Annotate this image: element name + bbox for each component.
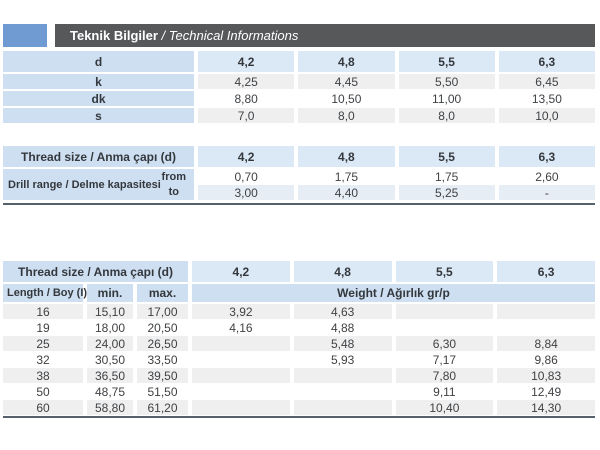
drill-from-value: 0,70 <box>198 169 294 184</box>
table-row <box>3 91 595 106</box>
dim-label-cell: dk <box>3 91 194 106</box>
dim-value-cell: 8,0 <box>399 108 495 123</box>
dimensions-table <box>3 51 595 123</box>
max-cell: 26,50 <box>137 336 188 351</box>
weight-table <box>3 261 595 418</box>
thread-size-value: 4,2 <box>192 261 290 282</box>
weight-cell: 4,63 <box>294 304 392 319</box>
weight-cell: 6,30 <box>396 336 494 351</box>
title-separator: / <box>157 28 169 43</box>
table-row <box>3 284 595 302</box>
max-cell: 33,50 <box>137 352 188 367</box>
thread-size-value: 5,5 <box>396 261 494 282</box>
length-cell: 38 <box>3 368 83 383</box>
weight-cell: 9,11 <box>396 384 494 399</box>
dim-value-cell: 5,50 <box>399 74 495 89</box>
length-cell: 19 <box>3 320 83 335</box>
dim-label-cell: s <box>3 108 194 123</box>
dim-value-cell: 4,25 <box>198 74 294 89</box>
drill-range-label-cell <box>3 169 194 200</box>
weight-cell: 4,88 <box>294 320 392 335</box>
weight-cell: 8,84 <box>497 336 595 351</box>
table-row <box>3 400 595 415</box>
drill-range-label: Drill range / Delme kapasitesi <box>8 178 161 191</box>
table-row <box>3 74 595 89</box>
min-cell: 48,75 <box>87 384 133 399</box>
length-cell: 16 <box>3 304 83 319</box>
min-cell: 15,10 <box>87 304 133 319</box>
weight-cell: 3,92 <box>192 304 290 319</box>
thread-size-value: 5,5 <box>399 146 495 167</box>
min-cell: 18,00 <box>87 320 133 335</box>
min-header-cell: min. <box>87 284 133 302</box>
weight-cell: 7,80 <box>396 368 494 383</box>
max-header-cell: max. <box>137 284 188 302</box>
weight-cell <box>192 352 290 367</box>
max-cell: 61,20 <box>137 400 188 415</box>
dim-label-cell: d <box>3 51 194 72</box>
weight-cell: 12,49 <box>497 384 595 399</box>
table-row <box>3 384 595 399</box>
dim-value-cell: 4,45 <box>298 74 394 89</box>
weight-cell: 4,16 <box>192 320 290 335</box>
dim-value-cell: 11,00 <box>399 91 495 106</box>
table-row <box>3 336 595 351</box>
table-row <box>3 261 595 282</box>
dim-value-cell: 8,80 <box>198 91 294 106</box>
weight-cell <box>192 384 290 399</box>
dim-label-cell: k <box>3 74 194 89</box>
table-row <box>3 304 595 319</box>
max-cell: 39,50 <box>137 368 188 383</box>
table-row <box>3 146 595 167</box>
weight-cell <box>294 384 392 399</box>
table-row <box>3 368 595 383</box>
header <box>3 24 595 47</box>
thread-size-value: 6,3 <box>499 146 595 167</box>
weight-cell <box>294 400 392 415</box>
drill-from-value: 1,75 <box>298 169 394 184</box>
weight-cell: 10,83 <box>497 368 595 383</box>
length-cell: 60 <box>3 400 83 415</box>
drill-to-value: 5,25 <box>399 185 495 200</box>
drill-to-value: - <box>499 185 595 200</box>
section-divider <box>3 416 595 418</box>
weight-cell <box>497 320 595 335</box>
length-cell: 50 <box>3 384 83 399</box>
weight-cell: 14,30 <box>497 400 595 415</box>
weight-cell <box>497 304 595 319</box>
thread-size-value: 4,2 <box>198 146 294 167</box>
thread-size-label: Thread size / Anma çapı (d) <box>3 146 194 167</box>
min-cell: 58,80 <box>87 400 133 415</box>
dim-value-cell: 7,0 <box>198 108 294 123</box>
min-cell: 36,50 <box>87 368 133 383</box>
dim-value-cell: 5,5 <box>399 51 495 72</box>
dim-value-cell: 4,8 <box>298 51 394 72</box>
weight-cell: 10,40 <box>396 400 494 415</box>
weight-cell <box>396 304 494 319</box>
length-cell: 25 <box>3 336 83 351</box>
max-cell: 20,50 <box>137 320 188 335</box>
length-header-cell: Length / Boy (I) <box>3 284 83 302</box>
section-title-english: Technical Informations <box>168 28 299 43</box>
drill-to-value: 4,40 <box>298 185 394 200</box>
section-divider <box>3 203 595 205</box>
drill-range-rows <box>3 169 595 200</box>
section-title-bar <box>55 24 595 47</box>
weight-cell: 5,93 <box>294 352 392 367</box>
dim-value-cell: 4,2 <box>198 51 294 72</box>
dim-value-cell: 6,45 <box>499 74 595 89</box>
weight-cell <box>192 400 290 415</box>
thread-size-value: 6,3 <box>497 261 595 282</box>
section-title-turkish: Teknik Bilgiler <box>70 28 158 43</box>
length-cell: 32 <box>3 352 83 367</box>
drill-from-value: 2,60 <box>499 169 595 184</box>
weight-cell <box>396 320 494 335</box>
dim-value-cell: 10,50 <box>298 91 394 106</box>
weight-cell: 7,17 <box>396 352 494 367</box>
table-row <box>3 352 595 367</box>
max-cell: 17,00 <box>137 304 188 319</box>
weight-cell <box>192 336 290 351</box>
min-cell: 24,00 <box>87 336 133 351</box>
from-to-labels <box>162 170 186 200</box>
weight-cell: 9,86 <box>497 352 595 367</box>
from-label: from <box>161 170 186 183</box>
weight-cell <box>192 368 290 383</box>
dim-value-cell: 6,3 <box>499 51 595 72</box>
thread-size-label: Thread size / Anma çapı (d) <box>3 261 188 282</box>
table-row <box>3 108 595 123</box>
table-row <box>3 51 595 72</box>
max-cell: 51,50 <box>137 384 188 399</box>
min-cell: 30,50 <box>87 352 133 367</box>
weight-header-cell: Weight / Ağırlık gr/p <box>192 284 595 302</box>
thread-size-value: 4,8 <box>298 146 394 167</box>
dim-value-cell: 13,50 <box>499 91 595 106</box>
weight-cell: 5,48 <box>294 336 392 351</box>
drill-to-value: 3,00 <box>198 185 294 200</box>
dim-value-cell: 8,0 <box>298 108 394 123</box>
thread-size-value: 4,8 <box>294 261 392 282</box>
logo-mark <box>3 24 47 47</box>
dim-value-cell: 10,0 <box>499 108 595 123</box>
table-row <box>3 320 595 335</box>
to-label: to <box>168 185 179 198</box>
drill-range-table <box>3 146 595 205</box>
drill-from-value: 1,75 <box>399 169 495 184</box>
weight-cell <box>294 368 392 383</box>
